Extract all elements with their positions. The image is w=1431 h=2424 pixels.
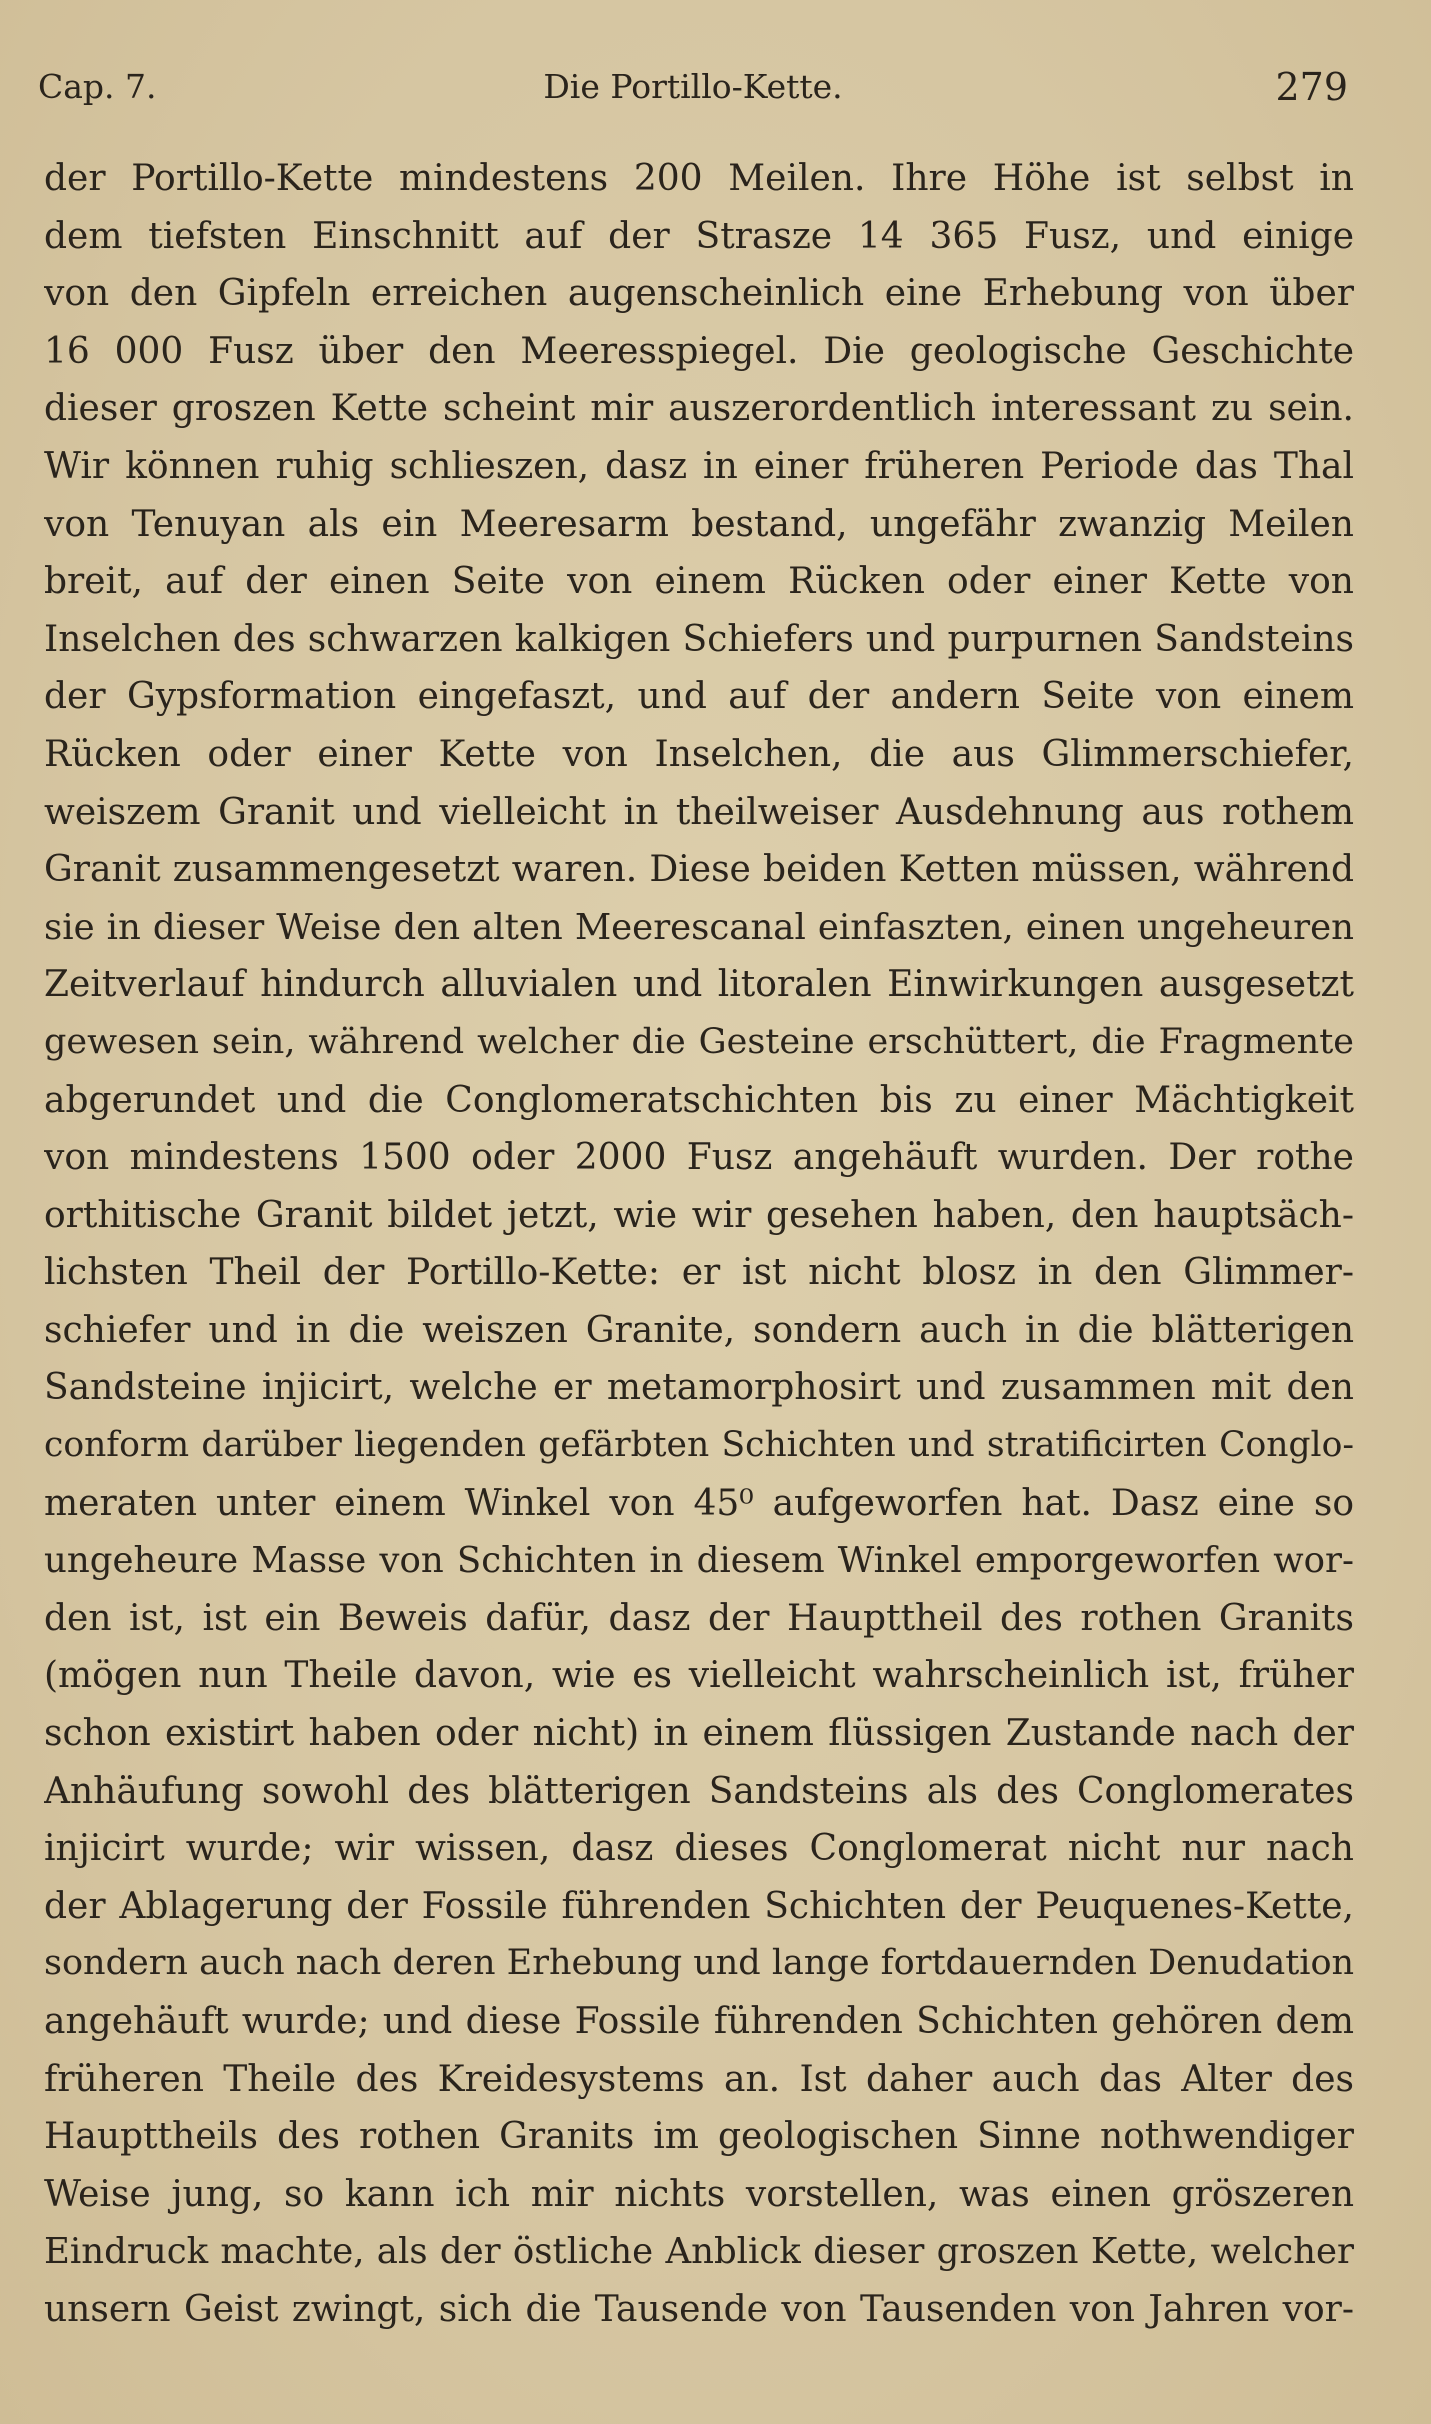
text-line: der Ablagerung der Fossile führenden Schichten der Peuquenes-Kette, [44, 1885, 1354, 1927]
text-line: (mögen nun Theile davon, wie es vielleicht wahrscheinlich ist, früher [44, 1655, 1354, 1697]
text-line: breit, auf der einen Seite von einem Rücken oder einer Kette von [44, 561, 1354, 603]
text-line: früheren Theile des Kreidesystems an. Ist daher auch das Alter des [44, 2058, 1354, 2100]
text-line: gewesen sein, während welcher die Gesteine erschüttert, die Fragmente [44, 1021, 1354, 1062]
text-line: conform darüber liegenden gefärbten Schichten und stratificirten Conglo- [44, 1425, 1354, 1466]
text-line: sie in dieser Weise den alten Meerescanal einfaszten, einen ungeheuren [44, 906, 1354, 948]
text-line: weiszem Granit und vielleicht in theilweiser Ausdehnung aus rothem [44, 791, 1354, 833]
text-line: Sandsteine injicirt, welche er metamorphosirt und zusammen mit den [44, 1367, 1354, 1409]
text-line: den ist, ist ein Beweis dafür, dasz der Haupttheil des rothen Granits [44, 1597, 1354, 1639]
text-line: Weise jung, so kann ich mir nichts vorstellen, was einen gröszeren [44, 2173, 1354, 2215]
text-line: der Gypsformation eingefaszt, und auf der andern Seite von einem [44, 676, 1354, 718]
text-line: ungeheure Masse von Schichten in diesem Winkel emporgeworfen wor- [44, 1540, 1354, 1582]
chapter-label: Cap. 7. [38, 67, 157, 106]
text-line: orthitische Granit bildet jetzt, wie wir gesehen haben, den hauptsäch- [44, 1194, 1354, 1236]
text-line: schiefer und in die weiszen Granite, sondern auch in die blätterigen [44, 1309, 1354, 1351]
text-line: sondern auch nach deren Erhebung und lange fortdauernden Denudation [44, 1943, 1354, 1984]
text-line: dieser groszen Kette scheint mir auszerordentlich interessant zu sein. [44, 388, 1354, 430]
text-line: Wir können ruhig schlieszen, dasz in einer früheren Periode das Thal [44, 445, 1354, 487]
page-number: 279 [1275, 65, 1348, 109]
text-line: schon existirt haben oder nicht) in einem flüssigen Zustande nach der [44, 1713, 1354, 1755]
text-line: Zeitverlauf hindurch alluvialen und litoralen Einwirkungen ausgesetzt [44, 964, 1354, 1006]
text-line: Haupttheils des rothen Granits im geologischen Sinne nothwendiger [44, 2116, 1354, 2158]
text-line: meraten unter einem Winkel von 45⁰ aufgeworfen hat. Dasz eine so [44, 1482, 1354, 1524]
text-line: dem tiefsten Einschnitt auf der Strasze 14 365 Fusz, und einige [44, 215, 1354, 257]
text-line: der Portillo-Kette mindestens 200 Meilen. Ihre Höhe ist selbst in [44, 158, 1354, 199]
text-line: von Tenuyan als ein Meeresarm bestand, ungefähr zwanzig Meilen [44, 503, 1354, 545]
running-title: Die Portillo-Kette. [543, 67, 843, 106]
text-line: lichsten Theil der Portillo-Kette: er ist nicht blosz in den Glimmer- [44, 1252, 1354, 1294]
text-line: von den Gipfeln erreichen augenscheinlich eine Erhebung von über [44, 273, 1354, 315]
running-head [38, 62, 1348, 112]
text-line: angehäuft wurde; und diese Fossile führenden Schichten gehören dem [44, 2001, 1354, 2042]
text-line: Rücken oder einer Kette von Inselchen, die aus Glimmerschiefer, [44, 733, 1354, 775]
text-line: abgerundet und die Conglomeratschichten bis zu einer Mächtigkeit [44, 1079, 1354, 1121]
text-line: Anhäufung sowohl des blätterigen Sandsteins als des Conglomerates [44, 1770, 1354, 1812]
text-line: 16 000 Fusz über den Meeresspiegel. Die geologische Geschichte [44, 330, 1354, 372]
text-line: von mindestens 1500 oder 2000 Fusz angehäuft wurden. Der rothe [44, 1137, 1354, 1179]
text-line: Inselchen des schwarzen kalkigen Schiefers und purpurnen Sandsteins [44, 618, 1354, 660]
text-line: Granit zusammengesetzt waren. Diese beiden Ketten müssen, während [44, 849, 1354, 891]
text-line: injicirt wurde; wir wissen, dasz dieses Conglomerat nicht nur nach [44, 1828, 1354, 1870]
text-line: Eindruck machte, als der östliche Anblick dieser groszen Kette, welcher [44, 2231, 1354, 2273]
text-line: unsern Geist zwingt, sich die Tausende von Tausenden von Jahren vor- [44, 2288, 1354, 2330]
body-text [44, 150, 1354, 2339]
